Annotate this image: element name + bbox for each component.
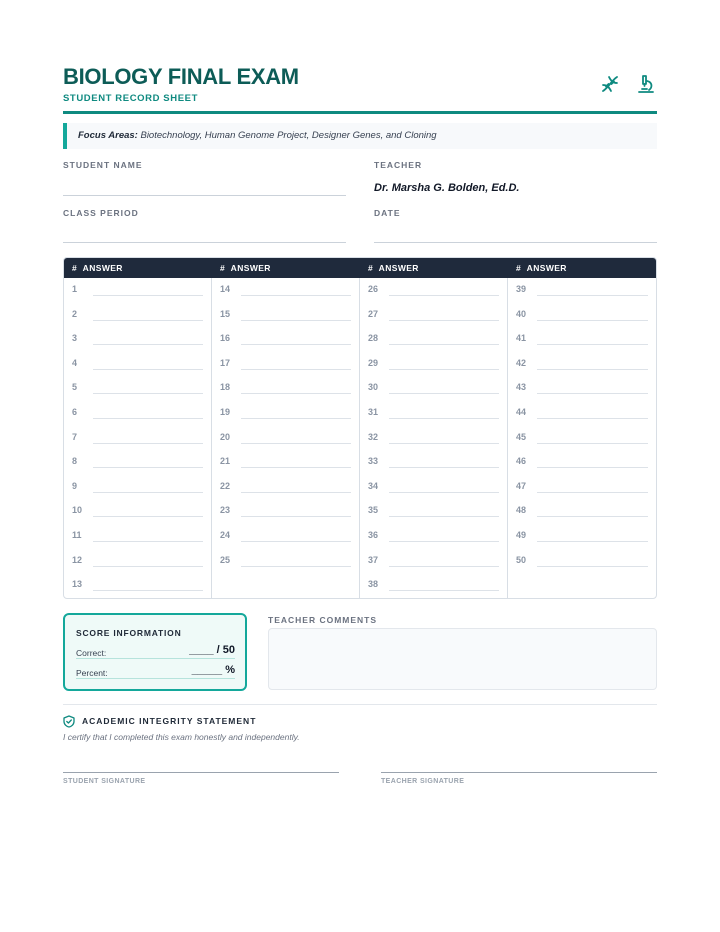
answer-row <box>508 376 656 401</box>
question-number: 44 <box>516 407 527 417</box>
question-number: 9 <box>72 480 78 491</box>
answer-row <box>64 573 211 598</box>
column-header-answer: ANSWER <box>378 263 419 273</box>
column-header-hash: # <box>220 263 226 273</box>
header-icons <box>599 73 657 95</box>
teacher-comments-box[interactable] <box>268 628 657 690</box>
answer-row <box>360 524 507 549</box>
question-number: 45 <box>516 431 527 442</box>
question-number: 35 <box>368 505 379 516</box>
question-number: 46 <box>516 456 527 467</box>
answer-column <box>360 278 508 598</box>
answer-row <box>508 499 656 524</box>
question-number: 2 <box>72 308 78 319</box>
answer-field[interactable] <box>93 393 203 394</box>
question-number: 37 <box>368 554 379 565</box>
answer-column-header <box>508 258 656 278</box>
answer-row <box>360 573 507 598</box>
question-number: 48 <box>516 505 527 516</box>
answer-field[interactable] <box>241 516 351 517</box>
integrity-text: I certify that I completed this exam honestly and independently. <box>63 732 300 742</box>
answer-row <box>508 524 656 549</box>
answer-row <box>508 475 656 500</box>
question-number: 23 <box>220 505 231 516</box>
answer-row <box>360 499 507 524</box>
answer-field[interactable] <box>93 344 203 345</box>
answer-field[interactable] <box>537 467 648 468</box>
answer-row <box>508 327 656 352</box>
correct-label: Correct: <box>76 648 107 658</box>
focus-label: Focus Areas: <box>78 130 138 141</box>
answer-field[interactable] <box>93 492 203 493</box>
question-number: 20 <box>220 431 231 442</box>
answer-field[interactable] <box>537 418 648 419</box>
answer-row <box>212 401 359 426</box>
answer-field[interactable] <box>537 492 648 493</box>
answer-row <box>212 376 359 401</box>
question-number: 4 <box>72 357 78 368</box>
answer-field[interactable] <box>241 320 351 321</box>
answer-field[interactable] <box>389 541 499 542</box>
question-number: 3 <box>72 333 78 344</box>
question-number: 50 <box>516 554 527 565</box>
date-field[interactable] <box>374 242 657 243</box>
answer-row <box>212 303 359 328</box>
answer-field[interactable] <box>241 295 351 296</box>
answer-row <box>360 278 507 303</box>
answer-field[interactable] <box>93 418 203 419</box>
score-title: SCORE INFORMATION <box>76 628 182 638</box>
answer-row <box>64 352 211 377</box>
date-label: DATE <box>374 208 401 218</box>
answer-row <box>212 524 359 549</box>
question-number: 10 <box>72 505 83 516</box>
column-header-hash: # <box>72 263 78 273</box>
question-number: 8 <box>72 456 78 467</box>
teacher-comments-label: TEACHER COMMENTS <box>268 615 378 625</box>
student-name-label: STUDENT NAME <box>63 160 143 170</box>
answer-row <box>64 549 211 574</box>
column-header-hash: # <box>516 263 522 273</box>
header <box>63 64 657 114</box>
question-number: 6 <box>72 407 78 417</box>
question-number: 17 <box>220 357 231 368</box>
answer-row <box>212 327 359 352</box>
answer-field[interactable] <box>389 590 499 591</box>
column-header-hash: # <box>368 263 374 273</box>
answer-field[interactable] <box>537 369 648 370</box>
answer-field[interactable] <box>537 516 648 517</box>
column-header-answer: ANSWER <box>526 263 567 273</box>
answer-row <box>64 450 211 475</box>
class-period-label: CLASS PERIOD <box>63 208 139 218</box>
answer-row <box>508 303 656 328</box>
teacher-signature-line[interactable] <box>381 772 657 773</box>
answer-row <box>212 352 359 377</box>
student-name-field[interactable] <box>63 195 346 196</box>
question-number: 12 <box>72 554 83 565</box>
shield-check-icon <box>63 715 75 728</box>
answer-field[interactable] <box>93 516 203 517</box>
answer-row <box>64 278 211 303</box>
answer-column <box>64 278 212 598</box>
question-number: 11 <box>72 530 82 540</box>
answer-row <box>64 303 211 328</box>
answer-row <box>64 499 211 524</box>
answer-grid <box>63 257 657 599</box>
answer-field[interactable] <box>389 344 499 345</box>
answer-row <box>64 426 211 451</box>
answer-field[interactable] <box>389 516 499 517</box>
question-number: 39 <box>516 284 527 294</box>
answer-field[interactable] <box>93 369 203 370</box>
answer-row <box>212 549 359 574</box>
question-number: 25 <box>220 554 231 565</box>
answer-row <box>64 524 211 549</box>
focus-areas <box>63 123 657 149</box>
answer-grid-header <box>64 258 656 278</box>
column-header-answer: ANSWER <box>230 263 271 273</box>
answer-row <box>212 426 359 451</box>
question-number: 33 <box>368 456 379 467</box>
question-number: 18 <box>220 382 231 393</box>
answer-row <box>360 303 507 328</box>
answer-field[interactable] <box>389 369 499 370</box>
answer-row <box>212 450 359 475</box>
percent-value[interactable]: _____ % <box>191 664 235 676</box>
answer-field[interactable] <box>93 590 203 591</box>
answer-field[interactable] <box>537 443 648 444</box>
correct-value[interactable]: ____ / 50 <box>189 644 235 656</box>
question-number: 38 <box>368 579 379 590</box>
answer-row <box>508 352 656 377</box>
answer-field[interactable] <box>537 295 648 296</box>
answer-row <box>64 376 211 401</box>
answer-row <box>360 450 507 475</box>
page-subtitle: STUDENT RECORD SHEET <box>63 93 198 104</box>
question-number: 1 <box>72 284 78 294</box>
question-number: 21 <box>220 456 231 467</box>
answer-column-header <box>64 258 212 278</box>
question-number: 47 <box>516 480 527 491</box>
answer-field[interactable] <box>389 443 499 444</box>
answer-field[interactable] <box>241 467 351 468</box>
teacher-label: TEACHER <box>374 160 423 170</box>
question-number: 34 <box>368 480 379 491</box>
answer-field[interactable] <box>389 492 499 493</box>
focus-text: Biotechnology, Human Genome Project, Designer Genes, and Cloning <box>140 130 437 141</box>
answer-field[interactable] <box>537 393 648 394</box>
dna-icon <box>599 73 621 95</box>
question-number: 30 <box>368 382 379 393</box>
question-number: 32 <box>368 431 379 442</box>
answer-row <box>508 450 656 475</box>
teacher-signature-label: TEACHER SIGNATURE <box>381 778 465 785</box>
answer-field[interactable] <box>93 541 203 542</box>
answer-row <box>508 426 656 451</box>
question-number: 49 <box>516 530 527 540</box>
answer-field[interactable] <box>93 467 203 468</box>
answer-row <box>360 475 507 500</box>
percent-label: Percent: <box>76 668 108 678</box>
answer-field[interactable] <box>241 418 351 419</box>
answer-field[interactable] <box>389 393 499 394</box>
section-divider <box>63 704 657 705</box>
answer-field[interactable] <box>241 566 351 567</box>
answer-field[interactable] <box>241 443 351 444</box>
answer-field[interactable] <box>93 295 203 296</box>
question-number: 43 <box>516 382 527 393</box>
answer-field[interactable] <box>537 320 648 321</box>
class-period-field[interactable] <box>63 242 346 243</box>
microscope-icon <box>635 73 657 95</box>
answer-row <box>360 426 507 451</box>
column-header-answer: ANSWER <box>82 263 123 273</box>
teacher-name: Dr. Marsha G. Bolden, Ed.D. <box>374 182 520 194</box>
answer-column-header <box>212 258 360 278</box>
answer-column-header <box>360 258 508 278</box>
question-number: 29 <box>368 357 379 368</box>
answer-field[interactable] <box>537 541 648 542</box>
answer-field[interactable] <box>241 492 351 493</box>
integrity-title: ACADEMIC INTEGRITY STATEMENT <box>82 716 257 726</box>
question-number: 42 <box>516 357 527 368</box>
answer-field[interactable] <box>389 320 499 321</box>
question-number: 27 <box>368 308 379 319</box>
score-information <box>63 613 247 691</box>
answer-row <box>212 475 359 500</box>
answer-field[interactable] <box>389 418 499 419</box>
answer-row <box>360 352 507 377</box>
answer-row <box>360 549 507 574</box>
answer-row <box>508 278 656 303</box>
answer-field[interactable] <box>389 295 499 296</box>
answer-field[interactable] <box>241 369 351 370</box>
answer-field[interactable] <box>389 467 499 468</box>
answer-field[interactable] <box>241 393 351 394</box>
student-signature-label: STUDENT SIGNATURE <box>63 778 146 785</box>
answer-row <box>64 475 211 500</box>
answer-field[interactable] <box>93 320 203 321</box>
answer-column <box>508 278 656 598</box>
question-number: 19 <box>220 407 231 417</box>
answer-field[interactable] <box>241 541 351 542</box>
question-number: 24 <box>220 530 231 540</box>
answer-field[interactable] <box>241 344 351 345</box>
answer-column <box>212 278 360 598</box>
question-number: 41 <box>516 333 527 344</box>
answer-field[interactable] <box>537 344 648 345</box>
answer-field[interactable] <box>389 566 499 567</box>
question-number: 28 <box>368 333 379 344</box>
question-number: 13 <box>72 579 83 590</box>
page-title: BIOLOGY FINAL EXAM <box>63 64 299 89</box>
answer-row <box>360 401 507 426</box>
answer-field[interactable] <box>537 566 648 567</box>
question-number: 14 <box>220 284 231 294</box>
question-number: 31 <box>368 407 379 417</box>
score-percent-row <box>76 665 235 679</box>
question-number: 22 <box>220 480 231 491</box>
question-number: 7 <box>72 431 78 442</box>
answer-row <box>360 327 507 352</box>
answer-row <box>360 376 507 401</box>
question-number: 16 <box>220 333 231 344</box>
answer-field[interactable] <box>93 443 203 444</box>
student-signature-line[interactable] <box>63 772 339 773</box>
question-number: 36 <box>368 530 379 540</box>
answer-row <box>508 401 656 426</box>
question-number: 15 <box>220 308 231 319</box>
answer-row <box>64 401 211 426</box>
answer-field[interactable] <box>93 566 203 567</box>
score-correct-row <box>76 645 235 659</box>
question-number: 26 <box>368 284 379 294</box>
answer-row <box>212 499 359 524</box>
answer-row <box>64 327 211 352</box>
answer-row <box>508 549 656 574</box>
question-number: 5 <box>72 382 78 393</box>
answer-row <box>212 278 359 303</box>
question-number: 40 <box>516 308 527 319</box>
